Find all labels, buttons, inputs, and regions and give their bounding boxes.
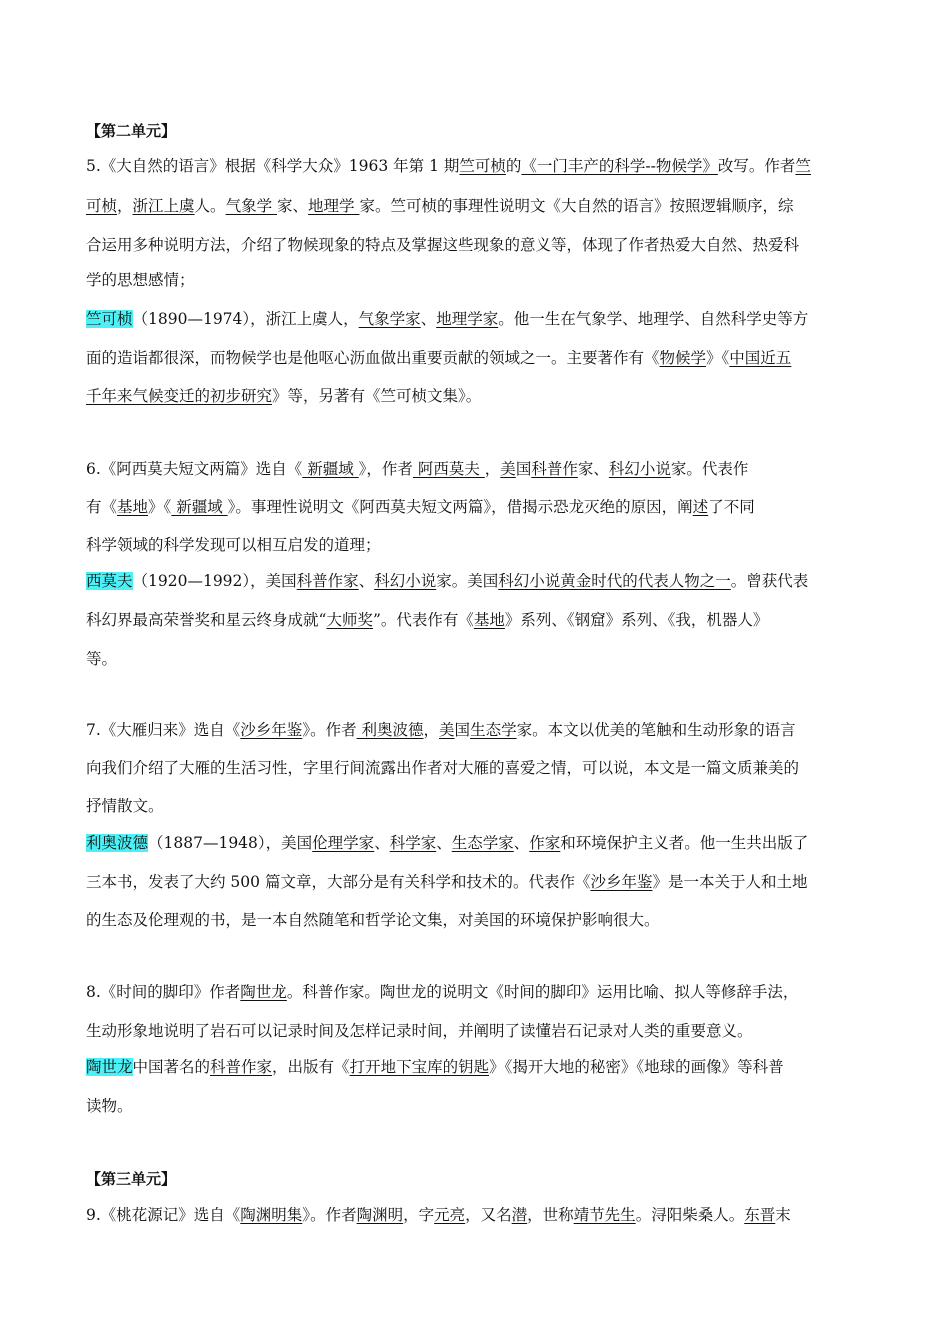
underlined-term: 陶渊明集 bbox=[240, 1206, 303, 1224]
text-run: 向我们介绍了大雁的生活习性，字里行间流露出作者对大雁的喜爱之情，可以说，本文是一篇文质兼美的 bbox=[86, 759, 800, 777]
text-run: 6.《阿西莫夫短文两篇》选自《 bbox=[86, 460, 303, 478]
underlined-term: 《一门丰产的科学--物候学》 bbox=[521, 157, 718, 175]
text-run: 家。代表作 bbox=[670, 460, 749, 478]
underlined-term: 美 bbox=[439, 721, 455, 739]
text-run: 家、 bbox=[277, 197, 309, 215]
underlined-term: 陶渊明 bbox=[356, 1206, 404, 1224]
underlined-term: 竺 bbox=[795, 157, 811, 175]
underlined-term: 科学家 bbox=[389, 834, 437, 852]
bio-line bbox=[86, 610, 768, 630]
text-run: 。浔阳柴桑人。 bbox=[635, 1206, 745, 1224]
highlighted-name: 西莫夫 bbox=[86, 572, 133, 590]
bio-line bbox=[86, 872, 807, 892]
text-run: 末 bbox=[775, 1206, 791, 1224]
text-run: ， bbox=[117, 197, 133, 215]
underlined-term: 靖节先生 bbox=[573, 1206, 636, 1224]
text-run: 的 bbox=[505, 157, 522, 175]
underlined-term: 地理学 bbox=[308, 197, 360, 215]
text-run: ，字 bbox=[403, 1206, 435, 1224]
underlined-term: 新疆域 bbox=[171, 498, 228, 516]
bio-line bbox=[86, 649, 117, 669]
bio-line bbox=[86, 348, 791, 368]
text-run: 三本书，发表了大约 500 篇文章，大部分是有关科学和技术的。代表作《 bbox=[86, 873, 591, 891]
underlined-term: 基地 bbox=[473, 611, 505, 629]
underlined-term: 科普作 bbox=[531, 460, 578, 478]
text-run: ”。代表作有《 bbox=[372, 611, 474, 629]
text-run: 》。事理性说明文《阿西莫夫短文两篇》，借揭示恐龙灭绝的原因，阐 bbox=[227, 498, 693, 516]
underlined-term: 科幻小说 bbox=[374, 572, 437, 590]
text-run: ，出版有《 bbox=[272, 1058, 350, 1076]
underlined-term: 科普作家 bbox=[296, 572, 359, 590]
text-run: 中国著名的 bbox=[132, 1058, 211, 1076]
paragraph-line bbox=[86, 497, 755, 517]
paragraph-line bbox=[86, 758, 799, 778]
text-run: 、 bbox=[436, 834, 452, 852]
unit-heading: 【第二单元】 bbox=[86, 122, 177, 140]
text-run: ，又名 bbox=[465, 1206, 512, 1224]
text-run: 国 bbox=[515, 460, 532, 478]
underlined-term: 生态学 bbox=[470, 721, 517, 739]
underlined-term: 陶世龙 bbox=[240, 983, 287, 1001]
underlined-term: 地理学家 bbox=[436, 310, 499, 328]
underlined-term: 中国近五 bbox=[729, 349, 792, 367]
text-run: 。科普作家。陶世龙的说明文《时间的脚印》运用比喻、拟人等修辞手法， bbox=[286, 983, 799, 1001]
paragraph-line bbox=[86, 270, 195, 290]
text-run: 9.《桃花源记》选自《 bbox=[86, 1206, 241, 1224]
bio-line bbox=[86, 833, 808, 853]
paragraph-line bbox=[86, 982, 798, 1002]
text-run: 抒情散文。 bbox=[86, 797, 164, 815]
text-run: 合运用多种说明方法，介绍了物候现象的特点及掌握这些现象的意义等，体现了作者热爱大自然、热爱科 bbox=[86, 236, 800, 254]
underlined-term: 利奥波德 bbox=[356, 721, 424, 739]
paragraph-line bbox=[86, 1021, 753, 1041]
text-run: （1887—1948），美国 bbox=[148, 834, 313, 852]
underlined-term: 沙乡年鉴 bbox=[590, 873, 653, 891]
text-run: 》系列、《钢窟》系列、《我，机器人》 bbox=[504, 611, 769, 629]
text-run: 家。竺可桢的事理性说明文《大自然的语言》按照逻辑顺序，综 bbox=[359, 197, 794, 215]
underlined-term: 元亮 bbox=[434, 1206, 466, 1224]
underlined-term: 生态学家 bbox=[451, 834, 514, 852]
text-run: 。曾获代表 bbox=[730, 572, 809, 590]
underlined-term: 新疆域 bbox=[302, 460, 359, 478]
underlined-term: 阿西莫夫 bbox=[412, 460, 485, 478]
unit-heading: 【第三单元】 bbox=[86, 1170, 177, 1188]
underlined-term: 东晋 bbox=[744, 1206, 776, 1224]
text-run: 》。作者 bbox=[302, 1206, 357, 1224]
text-run: 科幻界最高荣誉奖和星云终身成就“ bbox=[86, 611, 327, 629]
underlined-term: 科普作家 bbox=[210, 1058, 273, 1076]
underlined-term: 作家 bbox=[529, 834, 561, 852]
paragraph-line bbox=[86, 196, 793, 216]
text-run: 家。本文以优美的笔触和生动形象的语言 bbox=[516, 721, 796, 739]
text-run: 生动形象地说明了岩石可以记录时间及怎样记录时间，并阐明了读懂岩石记录对人类的重要意义。 bbox=[86, 1022, 753, 1040]
text-run: 、 bbox=[513, 834, 530, 852]
text-run: 学的思想感情； bbox=[86, 271, 195, 289]
bio-line bbox=[86, 1096, 133, 1116]
text-run: 》等，另著有《竺可桢文集》。 bbox=[272, 387, 482, 405]
text-run: 》《 bbox=[706, 349, 730, 367]
text-run: 家。美国 bbox=[436, 572, 499, 590]
text-run: 7.《大雁归来》选自《 bbox=[86, 721, 241, 739]
text-run: （1890—1974），浙江上虞人， bbox=[132, 310, 359, 328]
text-run: 科学领域的科学发现可以相互启发的道理； bbox=[86, 536, 381, 554]
underlined-term: 科幻小说 bbox=[608, 460, 671, 478]
text-run: ， bbox=[484, 460, 501, 478]
paragraph-line bbox=[86, 535, 381, 555]
underlined-term: 沙乡年鉴 bbox=[240, 721, 303, 739]
text-run: 》《揭开大地的秘密》《地球的画像》等科普 bbox=[489, 1058, 784, 1076]
paragraph-line bbox=[86, 796, 164, 816]
underlined-term: 打开地下宝库的钥匙 bbox=[349, 1058, 490, 1076]
text-run: 。他一生在气象学、地理学、自然科学史等方 bbox=[498, 310, 809, 328]
bio-line bbox=[86, 910, 660, 930]
underlined-term: 可桢 bbox=[86, 197, 118, 215]
bio-line bbox=[86, 386, 481, 406]
highlighted-name: 竺可桢 bbox=[86, 310, 133, 328]
text-run: 人。 bbox=[194, 197, 226, 215]
underlined-term: 大师奖 bbox=[326, 611, 373, 629]
text-run: 、 bbox=[420, 310, 437, 328]
text-run: ，世称 bbox=[527, 1206, 574, 1224]
highlighted-name: 陶世龙 bbox=[86, 1058, 133, 1076]
paragraph-line bbox=[86, 156, 811, 176]
text-run: 、 bbox=[374, 834, 390, 852]
text-run: 等。 bbox=[86, 650, 118, 668]
underlined-term: 基地 bbox=[117, 498, 149, 516]
underlined-term: 气象学家 bbox=[358, 310, 421, 328]
text-run: 、 bbox=[358, 572, 375, 590]
paragraph-line bbox=[86, 459, 748, 479]
bio-line bbox=[86, 309, 808, 329]
underlined-term: 气象学 bbox=[225, 197, 277, 215]
text-run: 和环境保护主义者。他一生共出版了 bbox=[560, 834, 809, 852]
underlined-term: 伦理学家 bbox=[312, 834, 375, 852]
text-run: （1920—1992），美国 bbox=[132, 572, 297, 590]
paragraph-line bbox=[86, 1205, 791, 1225]
underlined-term: 千年来气候变迁的初步研究 bbox=[86, 387, 273, 405]
text-run: 8.《时间的脚印》作者 bbox=[86, 983, 241, 1001]
text-run: 》《 bbox=[148, 498, 172, 516]
text-run: 家、 bbox=[577, 460, 609, 478]
bio-line bbox=[86, 571, 808, 591]
text-run: 国 bbox=[454, 721, 471, 739]
paragraph-line bbox=[86, 720, 796, 740]
underlined-term: 竺可桢 bbox=[459, 157, 506, 175]
text-run: 》，作者 bbox=[358, 460, 413, 478]
underlined-term: 美 bbox=[500, 460, 516, 478]
text-run: 的生态及伦理观的书，是一本自然随笔和哲学论文集，对美国的环境保护影响很大。 bbox=[86, 911, 660, 929]
text-run: 5.《大自然的语言》根据《科学大众》1963 年第 1 期 bbox=[86, 157, 460, 175]
text-run: 读物。 bbox=[86, 1097, 133, 1115]
paragraph-line bbox=[86, 235, 799, 255]
highlighted-name: 利奥波德 bbox=[86, 834, 149, 852]
text-run: 面的造诣都很深，而物候学也是他呕心沥血做出重要贡献的领域之一。主要著作有《 bbox=[86, 349, 660, 367]
underlined-term: 物候学 bbox=[659, 349, 707, 367]
underlined-term: 科幻小说黄金时代的代表人物之一 bbox=[498, 572, 731, 590]
underlined-term: 潜 bbox=[511, 1206, 528, 1224]
underlined-term: 浙江上虞 bbox=[132, 197, 195, 215]
bio-line bbox=[86, 1057, 784, 1077]
text-run: 》是一本关于人和土地 bbox=[652, 873, 808, 891]
text-run: 改写。作者 bbox=[717, 157, 796, 175]
text-run: ， bbox=[423, 721, 440, 739]
text-run: 》。作者 bbox=[302, 721, 357, 739]
text-run: 有《 bbox=[86, 498, 118, 516]
underlined-term: 述 bbox=[692, 498, 709, 516]
text-run: 了不同 bbox=[708, 498, 755, 516]
